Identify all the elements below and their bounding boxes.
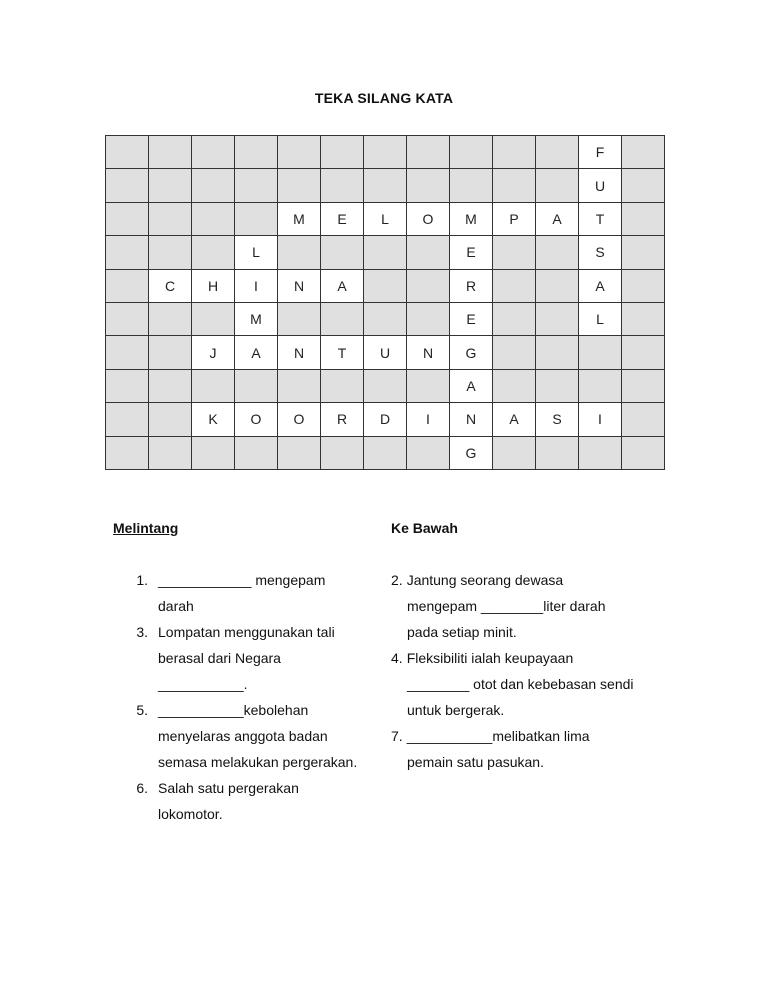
clue-text: darah	[158, 598, 194, 614]
clue-line	[391, 593, 671, 619]
clue-line	[113, 749, 393, 775]
clue-text: ___________melibatkan lima	[406, 728, 590, 744]
grid-cell	[622, 437, 665, 470]
grid-cell	[149, 203, 192, 236]
grid-cell	[149, 336, 192, 369]
grid-cell	[493, 169, 536, 202]
grid-cell: A	[321, 270, 364, 303]
grid-cell: K	[192, 403, 235, 436]
grid-cell	[278, 169, 321, 202]
grid-cell	[493, 437, 536, 470]
grid-cell	[149, 303, 192, 336]
grid-cell	[321, 136, 364, 169]
grid-cell	[622, 169, 665, 202]
grid-cell	[192, 236, 235, 269]
page-title: TEKA SILANG KATA	[314, 90, 454, 106]
grid-cell: U	[364, 336, 407, 369]
grid-cell: F	[579, 136, 622, 169]
grid-cell	[536, 437, 579, 470]
down-heading: Ke Bawah	[391, 520, 458, 536]
clue-text: semasa melakukan pergerakan.	[158, 754, 358, 770]
grid-cell: M	[235, 303, 278, 336]
grid-cell	[407, 303, 450, 336]
grid-cell	[192, 437, 235, 470]
grid-cell: U	[579, 169, 622, 202]
grid-cell: O	[235, 403, 278, 436]
grid-cell: L	[235, 236, 278, 269]
grid-cell	[579, 370, 622, 403]
grid-cell	[235, 169, 278, 202]
clue-text: untuk bergerak.	[407, 702, 505, 718]
grid-cell	[622, 336, 665, 369]
grid-cell: D	[364, 403, 407, 436]
clue-line	[391, 645, 671, 671]
grid-cell: N	[450, 403, 493, 436]
grid-cell	[106, 403, 149, 436]
grid-cell	[622, 136, 665, 169]
clue-line	[391, 749, 671, 775]
clue-text: ________ otot dan kebebasan sendi	[407, 676, 634, 692]
grid-cell	[235, 136, 278, 169]
clue-line	[391, 619, 671, 645]
grid-cell	[407, 437, 450, 470]
clue-number: 5.	[136, 702, 148, 718]
grid-cell: I	[235, 270, 278, 303]
grid-cell	[321, 169, 364, 202]
clue-line	[113, 775, 393, 801]
grid-cell: A	[450, 370, 493, 403]
grid-cell	[278, 136, 321, 169]
clue-line	[113, 645, 393, 671]
grid-cell	[106, 370, 149, 403]
clue-line	[113, 619, 393, 645]
grid-cell	[407, 169, 450, 202]
grid-cell	[407, 136, 450, 169]
grid-cell	[321, 236, 364, 269]
grid-cell: E	[321, 203, 364, 236]
grid-cell: R	[450, 270, 493, 303]
grid-cell	[622, 370, 665, 403]
grid-cell	[493, 270, 536, 303]
clue-text: Fleksibiliti ialah keupayaan	[406, 650, 574, 666]
grid-cell	[493, 236, 536, 269]
grid-cell	[364, 136, 407, 169]
clue-line	[113, 567, 393, 593]
grid-cell	[536, 370, 579, 403]
grid-cell	[278, 370, 321, 403]
clue-text: ___________.	[158, 676, 248, 692]
grid-cell	[364, 236, 407, 269]
clue-text: berasal dari Negara	[158, 650, 281, 666]
grid-cell: H	[192, 270, 235, 303]
clue-line	[391, 723, 671, 749]
grid-cell	[192, 303, 235, 336]
clue-line	[113, 723, 393, 749]
grid-cell	[536, 303, 579, 336]
grid-cell	[235, 437, 278, 470]
grid-cell: G	[450, 336, 493, 369]
grid-cell	[536, 169, 579, 202]
grid-cell	[321, 437, 364, 470]
grid-cell	[149, 236, 192, 269]
clue-line	[391, 567, 671, 593]
grid-cell	[536, 136, 579, 169]
clue-line	[113, 801, 393, 827]
grid-cell	[106, 236, 149, 269]
grid-cell	[149, 169, 192, 202]
clue-text: pada setiap minit.	[407, 624, 517, 640]
grid-cell: L	[364, 203, 407, 236]
grid-cell	[622, 203, 665, 236]
clue-line	[113, 671, 393, 697]
clue-text: Salah satu pergerakan	[158, 780, 299, 796]
grid-cell: J	[192, 336, 235, 369]
clue-number: 1.	[136, 572, 148, 588]
grid-cell	[149, 370, 192, 403]
grid-cell	[106, 437, 149, 470]
clue-line	[391, 697, 671, 723]
grid-cell	[106, 270, 149, 303]
grid-cell	[450, 136, 493, 169]
clue-text: lokomotor.	[158, 806, 223, 822]
grid-cell: G	[450, 437, 493, 470]
grid-cell	[407, 236, 450, 269]
clue-text: ___________kebolehan	[158, 702, 309, 718]
grid-cell: N	[278, 270, 321, 303]
clue-number: 2.	[391, 572, 403, 588]
grid-cell: M	[450, 203, 493, 236]
grid-cell	[106, 136, 149, 169]
clue-number: 3.	[136, 624, 148, 640]
clue-text: Jantung seorang dewasa	[406, 572, 564, 588]
grid-cell	[364, 270, 407, 303]
clue-number: 6.	[136, 780, 148, 796]
grid-cell: A	[579, 270, 622, 303]
grid-cell: I	[579, 403, 622, 436]
grid-cell	[493, 336, 536, 369]
grid-cell	[536, 236, 579, 269]
grid-cell	[106, 203, 149, 236]
clue-line	[113, 697, 393, 723]
grid-cell: L	[579, 303, 622, 336]
grid-cell	[579, 336, 622, 369]
grid-cell: O	[278, 403, 321, 436]
grid-cell: S	[536, 403, 579, 436]
grid-cell: N	[278, 336, 321, 369]
grid-cell	[622, 303, 665, 336]
grid-cell	[622, 236, 665, 269]
grid-cell	[579, 437, 622, 470]
grid-cell	[321, 303, 364, 336]
grid-cell	[493, 370, 536, 403]
grid-cell: N	[407, 336, 450, 369]
grid-cell	[622, 403, 665, 436]
grid-cell	[536, 270, 579, 303]
clue-line	[391, 671, 671, 697]
grid-cell	[149, 403, 192, 436]
crossword-grid	[105, 135, 665, 470]
grid-cell	[235, 203, 278, 236]
grid-cell: O	[407, 203, 450, 236]
grid-cell: E	[450, 236, 493, 269]
grid-cell	[149, 437, 192, 470]
clue-number: 7.	[391, 728, 403, 744]
grid-cell	[106, 336, 149, 369]
grid-cell	[149, 136, 192, 169]
grid-cell	[407, 270, 450, 303]
grid-cell	[321, 370, 364, 403]
clue-text: menyelaras anggota badan	[158, 728, 328, 744]
grid-cell	[450, 169, 493, 202]
grid-cell	[493, 136, 536, 169]
grid-cell: S	[579, 236, 622, 269]
clue-text: ____________ mengepam	[158, 572, 326, 588]
grid-cell	[364, 437, 407, 470]
across-clues	[113, 520, 393, 827]
grid-cell	[235, 370, 278, 403]
grid-cell	[278, 437, 321, 470]
grid-cell: A	[536, 203, 579, 236]
grid-cell	[192, 370, 235, 403]
grid-cell: A	[235, 336, 278, 369]
grid-cell: A	[493, 403, 536, 436]
grid-cell	[536, 336, 579, 369]
grid-cell	[622, 270, 665, 303]
clue-text: pemain satu pasukan.	[407, 754, 544, 770]
grid-cell: M	[278, 203, 321, 236]
grid-cell: I	[407, 403, 450, 436]
grid-cell	[364, 303, 407, 336]
grid-cell	[493, 303, 536, 336]
grid-cell	[364, 370, 407, 403]
grid-cell	[106, 303, 149, 336]
grid-cell	[106, 169, 149, 202]
grid-cell	[192, 169, 235, 202]
grid-cell: R	[321, 403, 364, 436]
clue-text: Lompatan menggunakan tali	[158, 624, 335, 640]
grid-cell	[278, 303, 321, 336]
clue-text: mengepam ________liter darah	[407, 598, 606, 614]
across-heading: Melintang	[113, 520, 179, 536]
grid-cell: E	[450, 303, 493, 336]
grid-cell: P	[493, 203, 536, 236]
grid-cell	[364, 169, 407, 202]
clue-line	[113, 593, 393, 619]
grid-cell: C	[149, 270, 192, 303]
down-clues	[391, 520, 671, 775]
grid-cell	[407, 370, 450, 403]
grid-cell: T	[321, 336, 364, 369]
grid-cell	[192, 136, 235, 169]
grid-cell: T	[579, 203, 622, 236]
grid-cell	[278, 236, 321, 269]
clue-number: 4.	[391, 650, 403, 666]
grid-cell	[192, 203, 235, 236]
